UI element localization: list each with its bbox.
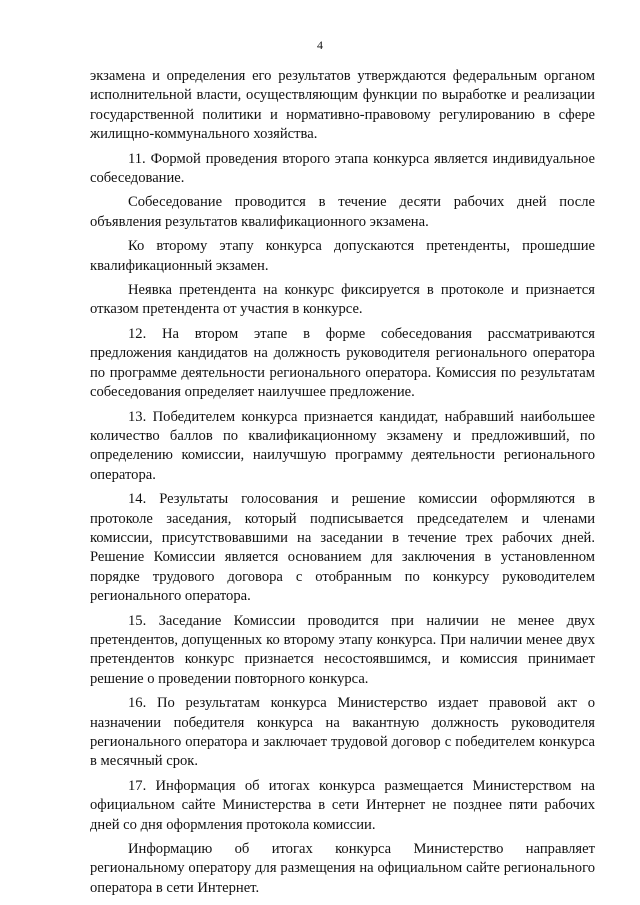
paragraph-12: 12. На втором этапе в форме собеседования рассматриваются предложения кандидатов на должность руководителя регионального оператора по программе деятельности регионального оператора. Комиссия по результатам собеседования определяет наилучшее предложение. — [90, 325, 595, 401]
paragraph-17-sending: Информацию об итогах конкурса Министерство направляет региональному оператору для размещения на официальном сайте регионального оператора в сети Интернет. — [90, 841, 595, 896]
page-number: 4 — [317, 38, 323, 52]
paragraph-15: 15. Заседание Комиссии проводится при наличии не менее двух претендентов, допущенных ко второму этапу конкурса. При наличии менее двух претендентов конкурс признается несостоявшимся, и комиссия принимает решение о проведении повторного конкурса. — [90, 612, 595, 687]
document-body — [90, 67, 595, 903]
paragraph-13: 13. Победителем конкурса признается кандидат, набравший наибольшее количество баллов по квалификационному экзамену и предложивший, по определению комиссии, наилучшую программу деятельности регионального оператора. — [90, 408, 595, 483]
paragraph-14: 14. Результаты голосования и решение комиссии оформляются в протоколе заседания, который подписывается председателем и членами комиссии, присутствовавшими на заседании в течение трех рабочих дней. Решение Комиссии является основанием для заключения в установленном порядке трудового договора с отобранным по конкурсу руководителем регионального оператора. — [90, 491, 595, 605]
paragraph-11-admission: Ко второму этапу конкурса допускаются претенденты, прошедшие квалификационный экзамен. — [90, 238, 595, 274]
paragraph-continuation: экзамена и определения его результатов утверждаются федеральным органом исполнительной власти, осуществляющим функции по выработке и реализации государственной политики и нормативно-правовому регулированию в сфере жилищно-коммунального хозяйства. — [90, 68, 595, 143]
paragraph-16: 16. По результатам конкурса Министерство издает правовой акт о назначении победителя конкурса на вакантную должность руководителя регионального оператора и заключает трудовой договор с победителем конкурса в месячный срок. — [90, 695, 595, 770]
paragraph-17: 17. Информация об итогах конкурса размещается Министерством на официальном сайте Министерства в сети Интернет не позднее пяти рабочих дней со дня оформления протокола комиссии. — [90, 777, 595, 833]
paragraph-11: 11. Формой проведения второго этапа конкурса является индивидуальное собеседование. — [90, 150, 595, 187]
paragraph-11-interview-timing: Собеседование проводится в течение десяти рабочих дней после объявления результатов квалификационного экзамена. — [90, 194, 595, 230]
paragraph-11-absence: Неявка претендента на конкурс фиксируется в протоколе и признается отказом претендента от участия в конкурсе. — [90, 282, 595, 318]
